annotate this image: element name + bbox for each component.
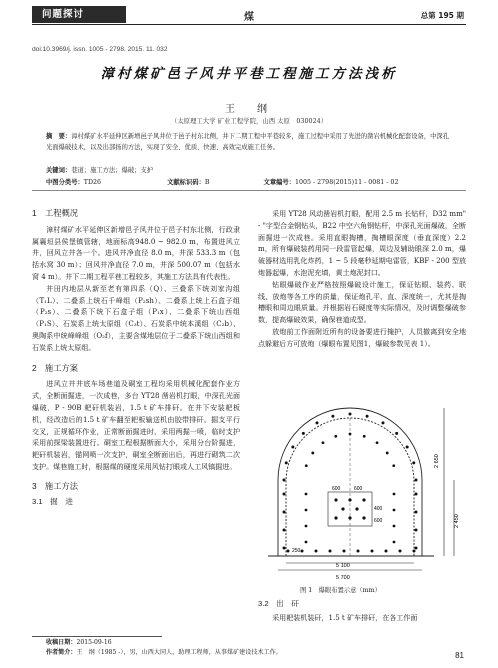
keywords bbox=[46, 165, 451, 176]
dim-width-5100: 5 100 bbox=[336, 563, 350, 569]
dim-250: 250 bbox=[292, 548, 301, 554]
perimeter-hole bbox=[316, 421, 319, 424]
perimeter-hole bbox=[406, 446, 409, 449]
perimeter-hole bbox=[412, 461, 415, 464]
cut-hole bbox=[334, 498, 337, 501]
perimeter-hole bbox=[395, 432, 398, 435]
cut-hole bbox=[355, 507, 358, 510]
wall-hole bbox=[283, 547, 286, 550]
auxiliary-hole bbox=[334, 435, 337, 438]
section-3-2-heading: 3.2 出 矸 bbox=[258, 599, 299, 608]
section-tab: 问题探讨 bbox=[32, 6, 126, 23]
abstract bbox=[46, 131, 451, 154]
auxiliary-hole bbox=[392, 464, 395, 467]
perimeter-hole bbox=[382, 421, 385, 424]
classification-row bbox=[46, 177, 451, 188]
floor-hole bbox=[413, 550, 416, 553]
perimeter-hole bbox=[415, 479, 418, 482]
issue-number: 总第 195 期 bbox=[420, 11, 464, 20]
floor-hole bbox=[399, 550, 402, 553]
auxiliary-hole bbox=[322, 441, 325, 444]
auxiliary-hole bbox=[305, 464, 308, 467]
dim-400: 400 bbox=[374, 506, 383, 512]
affiliation: （太原理工大学 矿业工程学院，山西 太原 030024） bbox=[170, 117, 328, 125]
page-number: 81 bbox=[455, 651, 464, 660]
footnote-rule bbox=[32, 636, 162, 637]
footnote-author bbox=[46, 648, 282, 658]
abstract-label: 摘 要： bbox=[46, 133, 72, 140]
author-bio-label: 作者简介： bbox=[46, 649, 77, 656]
cut-hole bbox=[362, 498, 365, 501]
cut-hole bbox=[348, 516, 351, 519]
floor-hole bbox=[385, 550, 388, 553]
wall-hole bbox=[415, 529, 418, 532]
perimeter-hole bbox=[291, 446, 294, 449]
dim-height-2450: 2 450 bbox=[454, 514, 460, 528]
section-3-1-paragraph-2: 钻眼爆破作业严格按照爆破设计施工，保证钻眼、装药、联线、放炮等各工序的质量，保证炮孔平、直、深度统一，尤其是掏槽眼和周边眼质量。并根据岩石硬度等实际情况，及时调整爆破参数，提高爆破效果，确保巷道成型。 bbox=[258, 279, 466, 325]
cut-hole bbox=[341, 507, 344, 510]
section-3-heading: 3 施工方法 bbox=[32, 480, 79, 491]
author: 王 纲 bbox=[225, 104, 273, 115]
abstract-text: 漳村煤矿水平延伸区新增邑子风井位于邑子村东北侧，井下二期工程中平巷较多，施工过程中采用了先进的凿岩机械化配套设备，中深孔光面爆破技术，以及出部扬的方法，实现了安全、优质、快速、高效完成施工任务。 bbox=[46, 133, 449, 152]
auxiliary-hole bbox=[349, 433, 352, 436]
left-column bbox=[32, 208, 240, 507]
dim-width-5700: 5 700 bbox=[336, 575, 350, 581]
cut-hole bbox=[362, 516, 365, 519]
cut-hole bbox=[334, 516, 337, 519]
section-1-paragraph-1: 漳村煤矿水平延伸区新增邑子风井位于邑子村东北侧，行政隶属襄垣县侯堡镇管辖，地面标高948.0 ~ 982.0 m，布置进风立井，回风立井各一个。进风井净直径 8.0 m，井深 533.3 m（包括水窝 30 m）；回风井净直径 7.0 m，井深 500.07 m（包括水窝 4 m）。井下二期工程平巷工程较多，其施工方法具有代表性。 bbox=[32, 224, 240, 281]
dim-600-a: 600 bbox=[332, 486, 341, 492]
section-1-heading: 1 工程概况 bbox=[32, 208, 79, 218]
keywords-label: 关键词： bbox=[46, 167, 72, 174]
auxiliary-hole bbox=[363, 435, 366, 438]
floor-hole bbox=[329, 550, 332, 553]
author-bio: 王 纲（1985 -），男，山西大同人，助理工程师，从事煤矿建设技术工作。 bbox=[76, 649, 282, 656]
auxiliary-hole bbox=[393, 541, 396, 544]
auxiliary-hole bbox=[393, 509, 396, 512]
floor-hole bbox=[287, 550, 290, 553]
section-1-paragraph-2: 井田内地层从新至老有第四系（Q）、三叠系下统刘家沟组（T₁L）、二叠系上统石千峰组（P₂sh）、二叠系上统上石盒子组（P₂s）、二叠系下统下石盒子组（P₁x）、二叠系下统山西组（P₁S）、石炭系上统太原组（C₃t）、石炭系中统本溪组（C₂b）、奥陶系中统峰峰组（O₂f），主要含煤地层位于二叠系下统山西组和石炭系上统太原组。 bbox=[32, 283, 240, 352]
section-3-2-paragraph-1: 采用耙装机装矸，1.5 t 矿车排矸，在各工作面 bbox=[272, 612, 418, 622]
auxiliary-hole bbox=[305, 525, 308, 528]
auxiliary-hole bbox=[393, 525, 396, 528]
doccode-value: B bbox=[204, 179, 210, 186]
clc-label: 中图分类号： bbox=[46, 179, 84, 186]
perimeter-hole bbox=[283, 479, 286, 482]
auxiliary-hole bbox=[305, 493, 308, 496]
journal-emblem: 煤 bbox=[244, 12, 254, 23]
wall-hole bbox=[415, 511, 418, 514]
header-rule bbox=[32, 24, 466, 25]
blasthole-layout-figure bbox=[258, 398, 466, 582]
wall-hole bbox=[283, 493, 286, 496]
perimeter-hole bbox=[331, 415, 334, 418]
auxiliary-hole bbox=[393, 493, 396, 496]
footnote-received bbox=[46, 638, 112, 648]
received-date: 2015-09-16 bbox=[76, 639, 112, 646]
floor-hole bbox=[315, 550, 318, 553]
perimeter-hole bbox=[366, 415, 369, 418]
figure-caption: 图 1 爆眼布置示意（mm） bbox=[300, 587, 381, 594]
auxiliary-hole bbox=[376, 441, 379, 444]
auxiliary-hole bbox=[305, 541, 308, 544]
perimeter-hole bbox=[302, 432, 305, 435]
auxiliary-hole bbox=[386, 452, 389, 455]
wall-hole bbox=[415, 547, 418, 550]
articleno-value: 1005 - 2798(2015)11 - 0081 - 02 bbox=[295, 179, 399, 186]
wall-hole bbox=[283, 511, 286, 514]
dim-600-c: 600 bbox=[374, 518, 383, 524]
section-3-1-paragraph-3: 放炮前工作面附近所有的设备要进行掩护，人员撤离到安全地点躲避后方可放炮（爆眼布置见图1，爆破参数见表 1）。 bbox=[258, 326, 466, 348]
auxiliary-hole bbox=[305, 509, 308, 512]
right-column-lower bbox=[258, 598, 466, 624]
floor-hole bbox=[343, 550, 346, 553]
wall-hole bbox=[283, 529, 286, 532]
section-2-paragraph-1: 进风立井井底车场巷道及硐室工程均采用机械化配套作业方式，全断面掘进，一次成巷，多台 YT28 凿岩机打眼，中深孔光面爆破，P - 90B 耙矸机装岩，1.5 t 矿车排矸。在井下安装耙板机，经改造后的1.5 t 矿车翻至耙板输送机由胶带排矸。掘支平行交叉，正规循环作业，正常断面掘进时，采用两掘一喷，临时支护采用前探梁装置进行。硐室工程根据断面大小，采用分台阶掘进，耙矸机装岩，锚网喷一次支护，硐室全断面出后，再进行砌筑二次支护。煤巷施工时，根据煤的硬度采用风钻打眼或人工风镐掘进。 bbox=[32, 379, 240, 471]
section-3-1-paragraph-1: 采用 YT28 风动凿岩机打眼，配用 2.5 m 长钻杆，D32 mm" - "字型合金钢钻头，B22 中空六角钢钻杆，中深孔光面爆破，全断面掘进一次成巷。采用直眼掏槽，掏槽眼深度（垂直深度）2.2 m，所有爆破装药用同一段雷管起爆，周边及辅助眼深 2.0 m，爆破器材选用乳化炸药，1 ~ 5 段毫秒延期电雷管，KBF - 200 型放炮器起爆，水泡泥充填，黄土炮泥封口。 bbox=[258, 209, 466, 277]
perimeter-hole bbox=[349, 413, 352, 416]
doi: doi:10.3969/j. issn. 1005 - 2798. 2015. 11. 032 bbox=[32, 46, 168, 53]
floor-hole bbox=[357, 550, 360, 553]
received-label: 收稿日期： bbox=[46, 639, 77, 646]
auxiliary-hole bbox=[311, 452, 314, 455]
cut-hole bbox=[348, 498, 351, 501]
perimeter-hole bbox=[285, 461, 288, 464]
doccode-label: 文献标识码： bbox=[167, 179, 205, 186]
dim-600-b: 600 bbox=[354, 486, 363, 492]
wall-hole bbox=[415, 493, 418, 496]
right-column bbox=[258, 208, 466, 350]
articleno-label: 文章编号： bbox=[263, 179, 296, 186]
blastholes bbox=[283, 413, 418, 553]
clc-value: TD26 bbox=[83, 179, 102, 186]
section-3-1-heading: 3.1 掘 进 bbox=[32, 496, 73, 506]
floor-hole bbox=[371, 550, 374, 553]
keywords-text: 巷道；施工方法；爆破；支护 bbox=[71, 167, 154, 174]
article-title: 漳村煤矿邑子风井平巷工程施工方法浅析 bbox=[100, 66, 398, 82]
floor-hole bbox=[301, 550, 304, 553]
section-2-heading: 2 施工方案 bbox=[32, 362, 79, 373]
abstract-divider bbox=[32, 190, 466, 191]
dim-height-2650: 2 650 bbox=[434, 454, 440, 468]
